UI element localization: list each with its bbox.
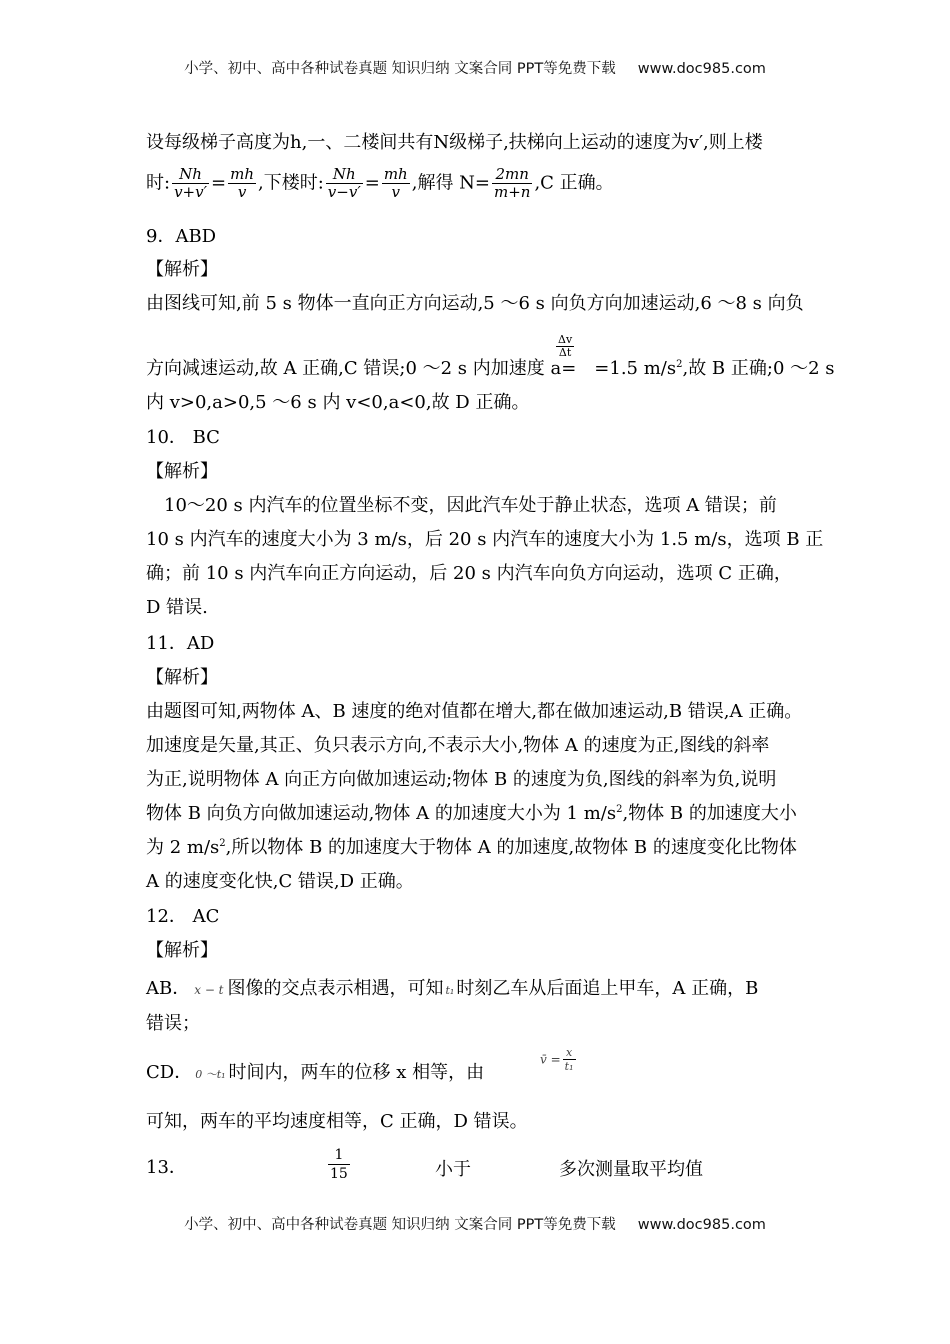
q9-line3: 内 v>0,a>0,5 ～6 s 内 v<0,a<0,故 D 正确。 (146, 392, 530, 413)
q10-label: 【解析】 (146, 461, 218, 482)
q12-ab-line2: 错误； (146, 1013, 200, 1034)
q9-line1: 由图线可知,前 5 s 物体一直向正方向运动,5 ～6 s 向负方向加速运动,6 ～8 s 向负 (146, 293, 804, 314)
q12-cd-line1: CD． 0 ～t₁ 时间内，两车的位移 x 相等，由 (146, 1062, 485, 1083)
q11-line4: 物体 B 向负方向做加速运动,物体 A 的加速度大小为 1 $m/s^2$,物体 B 的加速度大小 (146, 803, 797, 824)
q13-answer: 13． (146, 1157, 187, 1178)
q8-frac-down-right: $\frac{mh}{v}$ (383, 165, 408, 201)
q8-frac-up-right: $\frac{mh}{v}$ (230, 165, 254, 201)
q11-line5: 为 2 $m/s^2$,所以物体 B 的加速度大于物体 A 的加速度,故物体 B 的速度变化比物体 (146, 837, 797, 858)
q8-frac-result: $\frac{2mn}{m+n}$ (494, 165, 531, 201)
q13-fraction: $\frac{1}{15}$ (330, 1147, 348, 1182)
q12-answer: 12． AC (146, 906, 220, 927)
q12-label: 【解析】 (146, 940, 218, 961)
q9-label: 【解析】 (146, 259, 218, 280)
q8-frac-down-left: $\frac{Nh}{v-v'}$ (327, 165, 361, 201)
header-text: 小学、初中、高中各种试卷真题 知识归纳 文案合同 PPT等免费下载 (184, 61, 616, 77)
q11-answer: 11．AD (146, 633, 215, 654)
q8-line1: 设每级梯子高度为h,一、二楼间共有N级梯子,扶梯向上运动的速度为v′,则上楼 (146, 132, 763, 153)
page-footer (0, 1213, 950, 1234)
q11-line1: 由题图可知,两物体 A、B 速度的绝对值都在增大,都在做加速运动,B 错误,A 正确。 (146, 701, 803, 722)
q9-answer: 9．ABD (146, 226, 217, 247)
q9-accel-fraction: $\frac{\Delta v}{\Delta t}$ (558, 333, 573, 359)
q11-line6: A 的速度变化快,C 错误,D 正确。 (146, 871, 414, 892)
q10-line3: 确；前 10 s 内汽车向正方向运动，后 20 s 内汽车向负方向运动，选项 C 正确， (146, 563, 792, 584)
q11-line3: 为正,说明物体 A 向正方向做加速运动;物体 B 的速度为负,图线的斜率为负,说明 (146, 769, 777, 790)
q10-line4: D 错误. (146, 597, 208, 618)
q13-blank2: 小于 (435, 1159, 471, 1180)
q9-line2: 方向减速运动,故 A 正确,C 错误;0 ～2 s 内加速度 a= =1.5 $m/s^2$,故 B 正确;0 ～2 s (146, 358, 835, 379)
q8-line2: 时: $\frac{Nh}{v+v'}$ = $\frac{mh}{v}$ ,下楼时: $\frac{Nh}{v-v'}$ = $\frac{mh}{v}$ ,解得 N= $\frac{2mn}{m+n}$ ,C 正确。 (146, 165, 614, 201)
q13-blank3: 多次测量取平均值 (559, 1159, 703, 1180)
q12-cd-line2: 可知，两车的平均速度相等，C 正确，D 错误。 (146, 1111, 528, 1132)
q11-label: 【解析】 (146, 667, 218, 688)
q10-line1: 10～20 s 内汽车的位置坐标不变，因此汽车处于静止状态，选项 A 错误；前 (164, 495, 777, 516)
q10-answer: 10． BC (146, 427, 220, 448)
q12-ab-line1: AB． x − t 图像的交点表示相遇，可知 t₁ 时刻乙车从后面追上甲车，A 正确，B (146, 978, 759, 999)
q8-frac-up-left: $\frac{Nh}{v+v'}$ (174, 165, 208, 201)
header-site[interactable]: www.doc985.com (637, 61, 766, 77)
q10-line2: 10 s 内汽车的速度大小为 3 m/s，后 20 s 内汽车的速度大小为 1.5 m/s，选项 B 正 (146, 529, 824, 550)
page-header (0, 57, 950, 78)
footer-site[interactable]: www.doc985.com (637, 1217, 766, 1233)
q11-line2: 加速度是矢量,其正、负只表示方向,不表示大小,物体 A 的速度为正,图线的斜率 (146, 735, 770, 756)
footer-text: 小学、初中、高中各种试卷真题 知识归纳 文案合同 PPT等免费下载 (184, 1217, 616, 1233)
q12-vbar-formula: v̄ = $\frac{x}{\text{t₁}}$ (540, 1046, 574, 1073)
